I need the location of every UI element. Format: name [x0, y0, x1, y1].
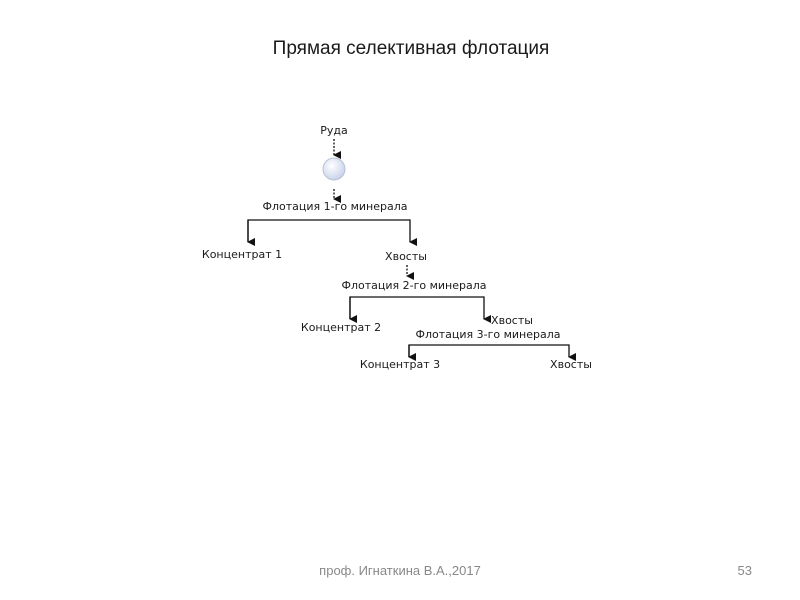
grinding-ball-icon — [323, 158, 345, 180]
tails-3-label: Хвосты — [550, 358, 592, 371]
tails-1-label: Хвосты — [385, 250, 427, 263]
concentrate-1-label: Концентрат 1 — [201, 248, 283, 261]
tails-2-label: Хвосты — [491, 314, 533, 327]
flotation-1-branch-right — [248, 220, 410, 242]
ore-label: Руда — [320, 124, 348, 137]
flotation-1-label: Флотация 1-го минерала — [262, 200, 408, 213]
slide-title: Прямая селективная флотация — [272, 38, 550, 59]
concentrate-3-label: Концентрат 3 — [359, 358, 441, 371]
flotation-2-branch-right — [350, 297, 484, 319]
flotation-3-label: Флотация 3-го минерала — [415, 328, 561, 341]
concentrate-2-label: Концентрат 2 — [300, 321, 382, 334]
slide-footer: проф. Игнаткина В.А.,2017 — [319, 563, 481, 578]
flotation-2-label: Флотация 2-го минерала — [341, 279, 487, 292]
page-number: 53 — [737, 563, 752, 578]
flotation-3-branch-right — [409, 345, 569, 357]
